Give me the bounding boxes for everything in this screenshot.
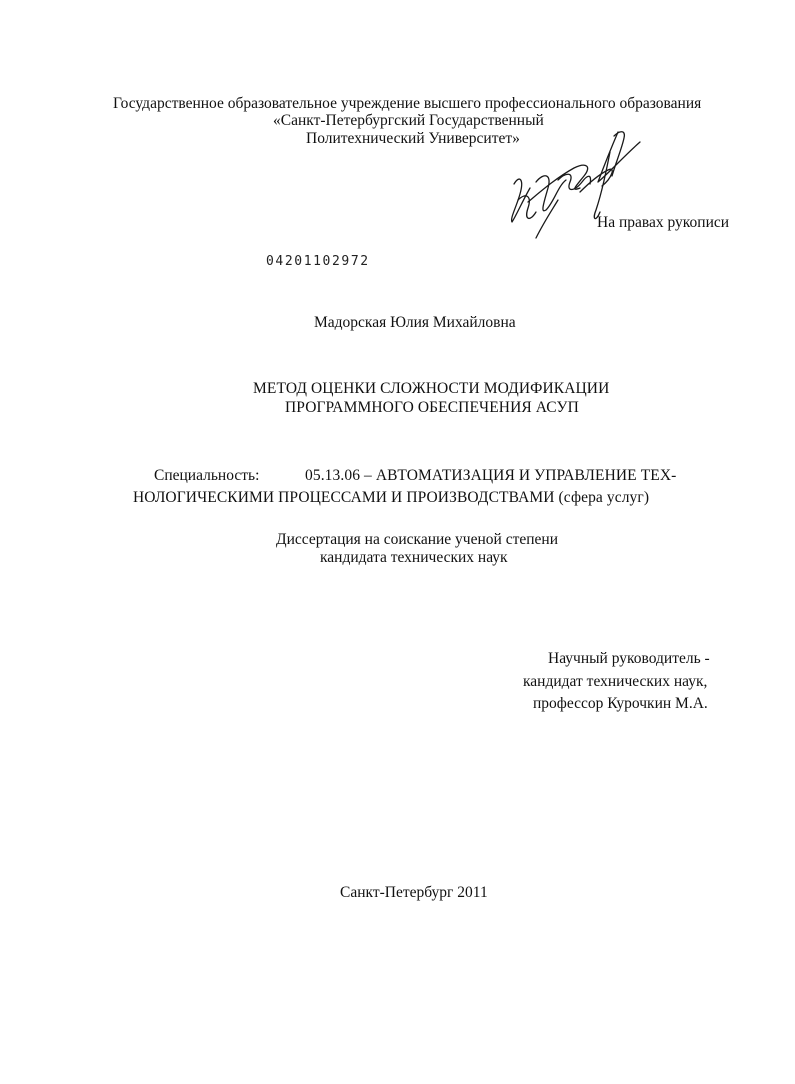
degree-line-1: Диссертация на соискание ученой степени xyxy=(276,531,558,548)
specialty-line-2: НОЛОГИЧЕСКИМИ ПРОЦЕССАМИ И ПРОИЗВОДСТВАМИ (сфера услуг) xyxy=(133,489,650,506)
dissertation-title-line-1: МЕТОД ОЦЕНКИ СЛОЖНОСТИ МОДИФИКАЦИИ xyxy=(253,380,610,397)
supervisor-line-2: кандидат технических наук, xyxy=(523,673,708,690)
institution-line-2: «Санкт-Петербургский Государственный xyxy=(273,112,544,129)
specialty-line-1: 05.13.06 – АВТОМАТИЗАЦИЯ И УПРАВЛЕНИЕ ТЕХ- xyxy=(305,467,677,484)
manuscript-rights: На правах рукописи xyxy=(597,214,730,231)
institution-line-1: Государственное образовательное учреждение высшего профессионального образования xyxy=(113,95,702,112)
supervisor-line-3: профессор Курочкин М.А. xyxy=(533,695,708,712)
city-year: Санкт-Петербург 2011 xyxy=(340,884,488,901)
degree-line-2: кандидата технических наук xyxy=(320,549,508,566)
institution-line-3: Политехнический Университет» xyxy=(306,130,520,147)
author-name: Мадорская Юлия Михайловна xyxy=(314,314,516,331)
supervisor-line-1: Научный руководитель - xyxy=(548,650,710,667)
registration-number: 04201102972 xyxy=(266,254,370,269)
specialty-label: Специальность: xyxy=(154,467,260,484)
dissertation-title-line-2: ПРОГРАММНОГО ОБЕСПЕЧЕНИЯ АСУП xyxy=(285,399,579,416)
